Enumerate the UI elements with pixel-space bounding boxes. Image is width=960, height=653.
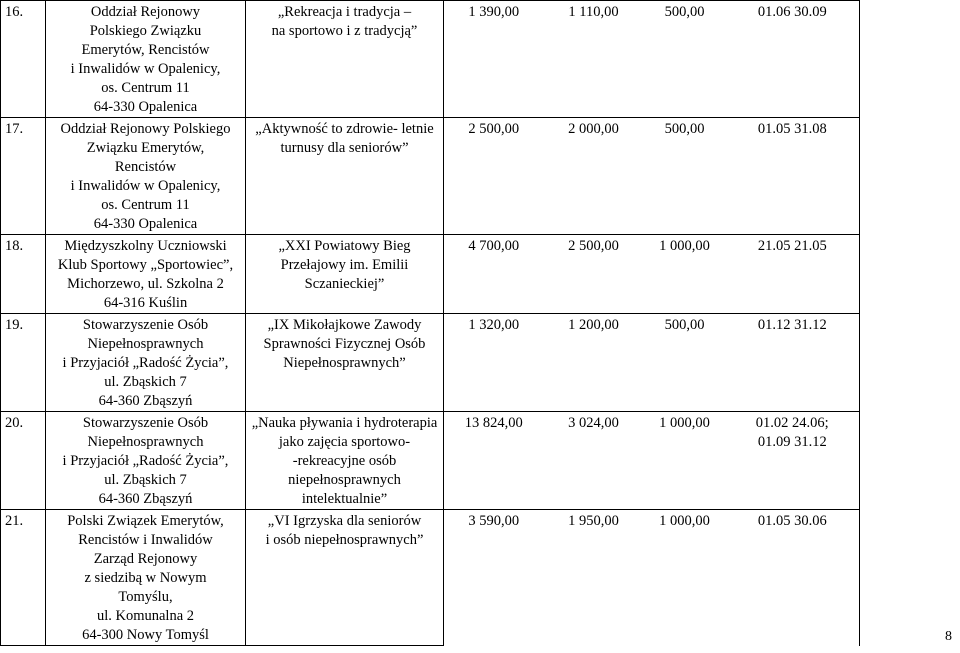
requested-amount: 1 200,00: [568, 317, 619, 333]
row-number: 16.: [1, 1, 46, 118]
total-cost: 4 700,00: [468, 238, 520, 254]
organization-line: Polski Związek Emerytów,: [67, 513, 224, 529]
organization-line: 64-316 Kuślin: [103, 295, 188, 311]
organization-line: Stowarzyszenie Osób: [82, 317, 209, 333]
row-number: 19.: [1, 314, 46, 412]
project-line: „Rekreacja i tradycja –: [277, 4, 412, 20]
project-line: Sprawności Fizycznej Osób: [263, 336, 426, 352]
total-cost: 3 590,00: [468, 513, 520, 529]
project-line: na sportowo i z tradycją”: [271, 23, 418, 39]
period-line: 01.09 31.12: [757, 434, 827, 450]
granted-amount: 1 000,00: [659, 415, 710, 431]
organization-line: i Przyjaciół „Radość Życia”,: [62, 355, 229, 371]
requested-amount: 3 024,00: [568, 415, 619, 431]
organization-line: 64-360 Zbąszyń: [98, 491, 193, 507]
total-cost: 1 390,00: [468, 4, 520, 20]
total-cost: 1 320,00: [468, 317, 520, 333]
granted-amount: 1 000,00: [659, 513, 710, 529]
period: 01.05 31.08: [726, 118, 860, 235]
organization-line: Niepełnosprawnych: [87, 336, 204, 352]
project-line: i osób niepełnosprawnych”: [265, 532, 424, 548]
granted-amount: 500,00: [664, 4, 705, 20]
requested-amount: 2 500,00: [568, 238, 619, 254]
organization-line: Emerytów, Rencistów: [81, 42, 210, 58]
row-number: 21.: [1, 510, 46, 646]
organization-cell: [46, 314, 246, 412]
requested-amount: 2 000,00: [568, 121, 619, 137]
row-number: 18.: [1, 235, 46, 314]
row-number: 20.: [1, 412, 46, 510]
organization-cell: [46, 1, 246, 118]
project-line: Niepełnosprawnych”: [283, 355, 406, 371]
project-line: Przełajowy im. Emilii: [280, 257, 409, 273]
organization-line: ul. Komunalna 2: [96, 608, 195, 624]
project-line: „Aktywność to zdrowie- letnie: [255, 121, 434, 137]
organization-line: Michorzewo, ul. Szkolna 2: [67, 276, 224, 292]
period: 01.12 31.12: [726, 314, 860, 412]
granted-amount: 500,00: [664, 317, 705, 333]
project-line: „XXI Powiatowy Bieg: [278, 238, 411, 254]
organization-line: ul. Zbąskich 7: [104, 472, 187, 488]
granted-amount: 500,00: [664, 121, 705, 137]
project-cell: [246, 235, 444, 314]
period: 21.05 21.05: [726, 235, 860, 314]
page-number: 8: [945, 629, 952, 644]
organization-cell: [46, 510, 246, 646]
table-row: [1, 314, 860, 412]
organization-line: Oddział Rejonowy: [90, 4, 201, 20]
project-cell: [246, 412, 444, 510]
table-row: [1, 1, 860, 118]
period: 01.06 30.09: [726, 1, 860, 118]
organization-cell: [46, 235, 246, 314]
table-row: [1, 235, 860, 314]
organization-line: i Inwalidów w Opalenicy,: [70, 178, 221, 194]
period: [726, 412, 860, 510]
row-number: 17.: [1, 118, 46, 235]
organization-line: 64-300 Nowy Tomyśl: [82, 627, 209, 643]
organization-line: Zarząd Rejonowy: [93, 551, 198, 567]
organization-line: Międzyszkolny Uczniowski: [64, 238, 227, 254]
organization-line: 64-330 Opalenica: [93, 99, 198, 115]
organization-line: Stowarzyszenie Osób: [82, 415, 209, 431]
project-cell: [246, 314, 444, 412]
project-line: -rekreacyjne osób: [292, 453, 397, 469]
project-line: Sczanieckiej”: [304, 276, 385, 292]
requested-amount: 1 110,00: [568, 4, 619, 20]
organization-line: Oddział Rejonowy Polskiego: [60, 121, 231, 137]
project-line: „VI Igrzyska dla seniorów: [267, 513, 422, 529]
project-line: „Nauka pływania i hydroterapia: [251, 415, 438, 431]
granted-amount: 1 000,00: [659, 238, 710, 254]
requested-amount: 1 950,00: [568, 513, 619, 529]
organization-cell: [46, 412, 246, 510]
total-cost: 2 500,00: [468, 121, 520, 137]
project-cell: [246, 118, 444, 235]
organization-line: 64-330 Opalenica: [93, 216, 198, 232]
project-cell: [246, 510, 444, 646]
organization-line: i Inwalidów w Opalenicy,: [70, 61, 221, 77]
table-row: [1, 510, 860, 646]
organization-line: z siedzibą w Nowym: [84, 570, 207, 586]
organization-cell: [46, 118, 246, 235]
project-line: intelektualnie”: [301, 491, 388, 507]
period-line: 01.02 24.06;: [755, 415, 829, 431]
table-row: [1, 118, 860, 235]
total-cost: 13 824,00: [464, 415, 523, 431]
organization-line: Polskiego Związku: [89, 23, 202, 39]
organization-line: Klub Sportowy „Sportowiec”,: [57, 257, 234, 273]
organization-line: Tomyślu,: [118, 589, 173, 605]
organization-line: os. Centrum 11: [101, 80, 190, 96]
organization-line: os. Centrum 11: [101, 197, 190, 213]
project-line: jako zajęcia sportowo-: [278, 434, 411, 450]
organization-line: Rencistów: [114, 159, 177, 175]
organization-line: 64-360 Zbąszyń: [98, 393, 193, 409]
project-line: niepełnosprawnych: [288, 472, 401, 488]
organization-line: i Przyjaciół „Radość Życia”,: [62, 453, 229, 469]
organization-line: Związku Emerytów,: [86, 140, 205, 156]
project-line: „IX Mikołajkowe Zawody: [267, 317, 422, 333]
organization-line: Niepełnosprawnych: [87, 434, 204, 450]
project-line: turnusy dla seniorów”: [280, 140, 409, 156]
organization-line: Rencistów i Inwalidów: [78, 532, 213, 548]
table-row: [1, 412, 860, 510]
project-cell: [246, 1, 444, 118]
period: 01.05 30.06: [726, 510, 860, 646]
organization-line: ul. Zbąskich 7: [104, 374, 187, 390]
